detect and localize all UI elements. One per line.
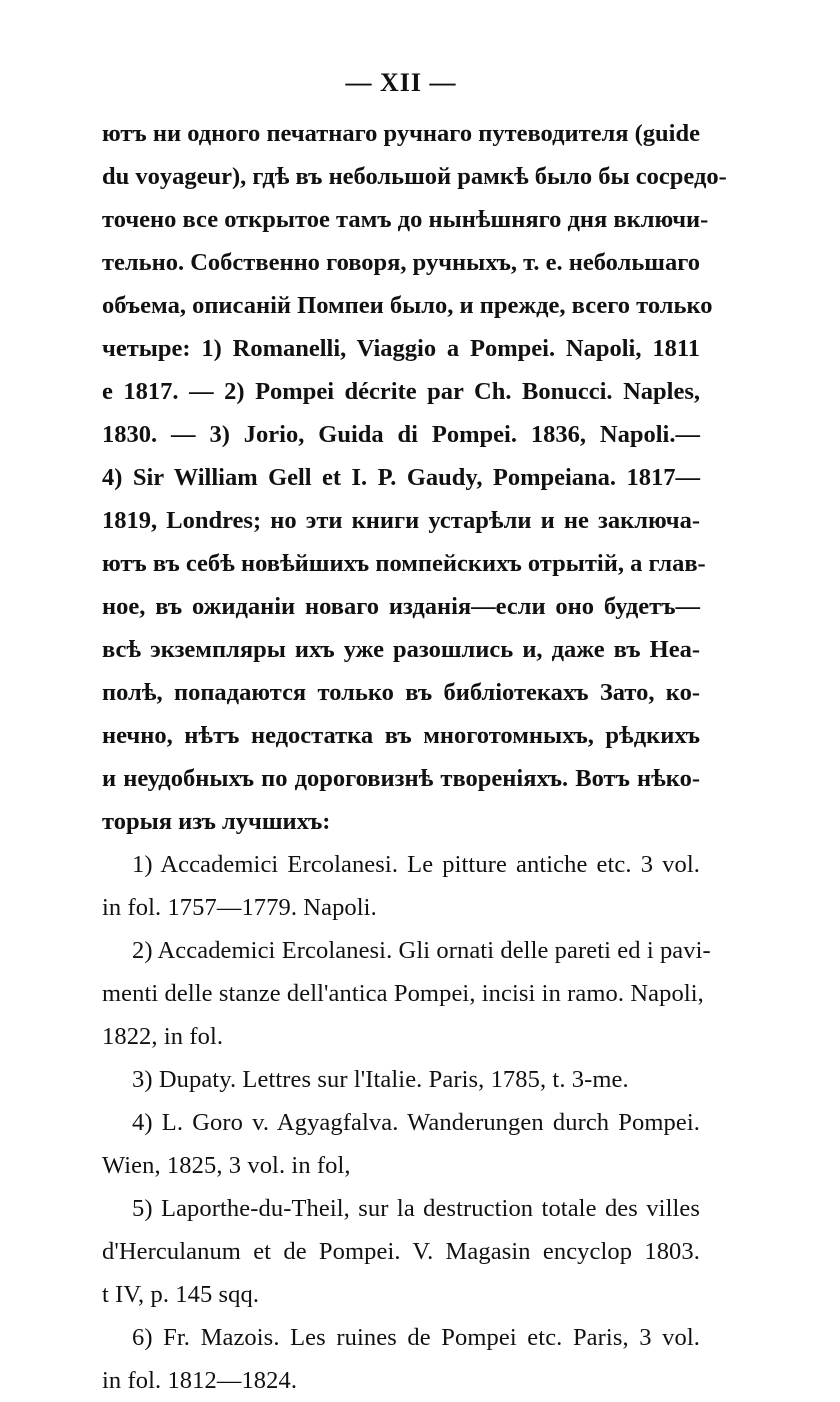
- item-line: 5) Laporthe-du-Theil, sur la destruction totale des villes: [132, 1195, 700, 1222]
- item-line: 6) Fr. Mazois. Les ruines de Pompei etc. Paris, 3 vol.: [132, 1324, 700, 1351]
- item-line: t IV, p. 145 sqq.: [102, 1281, 260, 1308]
- text-line: 1819, Londres; но эти книги устарѣли и не заключа-: [102, 507, 700, 534]
- bibliography-item: [102, 1316, 700, 1402]
- bibliography-item: [102, 1187, 700, 1316]
- item-line: d'Herculanum et de Pompei. V. Magasin encyclop 1803.: [102, 1238, 700, 1265]
- text-line: всѣ экземпляры ихъ уже разошлись и, даже въ Неа-: [102, 636, 700, 663]
- item-line: menti delle stanze dell'antica Pompei, incisi in ramo. Napoli,: [102, 980, 704, 1007]
- text-line: четыре: 1) Romanelli, Viaggio a Pompei. Napoli, 1811: [102, 335, 700, 362]
- bibliography-item: [102, 843, 700, 929]
- page-number: — XII —: [345, 68, 457, 97]
- text-line: полѣ, попадаются только въ библіотекахъ Зато, ко-: [102, 679, 700, 706]
- item-line: 3) Dupaty. Lettres sur l'Italie. Paris, 1785, t. 3-me.: [132, 1066, 629, 1093]
- item-line: 2) Accademici Ercolanesi. Gli ornati delle pareti ed i pavi-: [132, 937, 711, 964]
- body-paragraph: [102, 112, 727, 843]
- item-line: 1) Accademici Ercolanesi. Le pitture antiche etc. 3 vol.: [132, 851, 700, 878]
- text-line: du voyageur), гдѣ въ небольшой рамкѣ было бы сосредо-: [102, 163, 727, 190]
- bibliography-item: [102, 1058, 700, 1101]
- text-line: ютъ ни одного печатнаго ручнаго путеводителя (guide: [102, 120, 700, 147]
- text-line: e 1817. — 2) Pompei décrite par Ch. Bonucci. Naples,: [102, 378, 700, 405]
- item-line: Wien, 1825, 3 vol. in fol,: [102, 1152, 351, 1179]
- bibliography-item: [102, 1101, 700, 1187]
- item-line: 4) L. Goro v. Agyagfalva. Wanderungen durch Pompei.: [132, 1109, 700, 1136]
- text-line: ное, въ ожиданіи новаго изданія—если оно будетъ—: [102, 593, 700, 620]
- text-line: ютъ въ себѣ новѣйшихъ помпейскихъ отрытій, а глав-: [102, 550, 706, 577]
- text-line: и неудобныхъ по дороговизнѣ твореніяхъ. Вотъ нѣко-: [102, 765, 700, 792]
- text-line: тельно. Собственно говоря, ручныхъ, т. е. небольшаго: [102, 249, 700, 276]
- item-line: 1822, in fol.: [102, 1023, 224, 1050]
- text-line: торыя изъ лучшихъ:: [102, 808, 331, 835]
- text-line: объема, описаній Помпеи было, и прежде, всего только: [102, 292, 713, 319]
- text-line: 1830. — 3) Jorio, Guida di Pompei. 1836, Napoli.—: [102, 421, 700, 448]
- text-line: нечно, нѣтъ недостатка въ многотомныхъ, рѣдкихъ: [102, 722, 700, 749]
- item-line: in fol. 1757—1779. Napoli.: [102, 894, 377, 921]
- item-line: in fol. 1812—1824.: [102, 1367, 298, 1394]
- bibliography-item: [102, 929, 711, 1058]
- text-line: 4) Sir William Gell et I. P. Gaudy, Pompeiana. 1817—: [102, 464, 700, 491]
- text-line: точено все открытое тамъ до нынѣшняго дня включи-: [102, 206, 709, 233]
